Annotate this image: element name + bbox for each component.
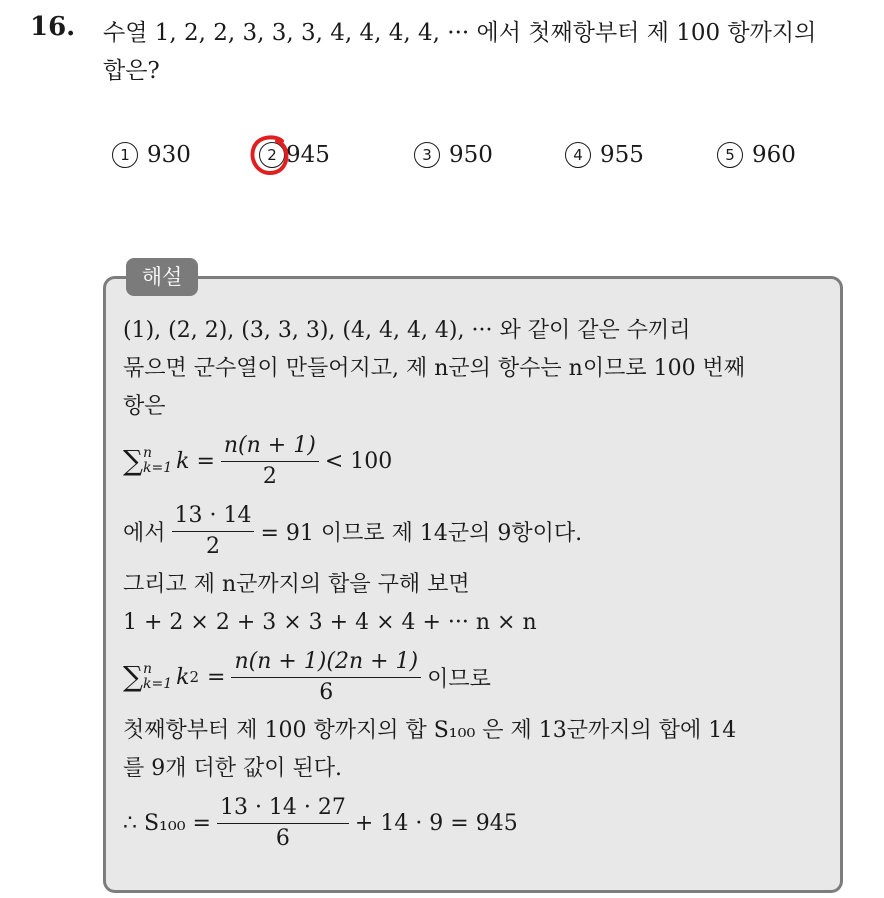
solution-line-s1: 첫째항부터 제 100 항까지의 합 S₁₀₀ 은 제 13군까지의 합에 14: [123, 718, 737, 743]
eq2-prefix: 에서: [123, 520, 166, 546]
equation-2: [123, 496, 828, 566]
choice-2-value: 945: [286, 142, 330, 168]
choice-4[interactable]: [565, 142, 644, 168]
answer-choices: [0, 142, 884, 176]
eq1-numerator: n(n + 1): [221, 431, 319, 462]
choice-2-marker: 2: [259, 142, 285, 168]
solution-line-1: (1), (2, 2), (3, 3, 3), (4, 4, 4, 4), ··· 와 같이 같은 수끼리: [123, 318, 691, 343]
eq3-numerator: n(n + 1)(2n + 1): [231, 647, 421, 678]
answer-circle-mark-icon: [249, 133, 291, 177]
eq1-fraction: [221, 431, 319, 492]
solution-line-s2: 를 9개 더한 값이 된다.: [123, 756, 342, 781]
choice-3-value: 950: [449, 142, 493, 168]
eq2-numerator: 13 · 14: [172, 501, 255, 532]
choice-3-marker: 3: [414, 142, 440, 168]
sigma-symbol: ∑: [123, 444, 143, 477]
choice-5-marker: 5: [717, 142, 743, 168]
eq1-denominator: 2: [262, 463, 277, 489]
solution-line-3: 항은: [123, 394, 166, 419]
question-line-2: 합은?: [103, 58, 160, 84]
eq2-denominator: 2: [206, 533, 220, 559]
eq3-equals: =: [207, 664, 226, 690]
eq2-suffix: = 91 이므로 제 14군의 9항이다.: [260, 520, 583, 546]
sigma-symbol-2: ∑: [123, 660, 143, 693]
equation-4: [123, 788, 828, 858]
choice-5[interactable]: [717, 142, 796, 168]
eq3-denominator: 6: [319, 679, 334, 705]
eq4-denominator: 6: [275, 825, 290, 851]
question-line-1: 수열 1, 2, 2, 3, 3, 3, 4, 4, 4, 4, ··· 에서 첫째항부터 제 100 항까지의: [103, 20, 817, 46]
solution-line-then: 그리고 제 n군까지의 합을 구해 보면: [123, 572, 470, 597]
choice-1-value: 930: [147, 142, 191, 168]
choice-4-value: 955: [600, 142, 644, 168]
eq4-suffix: + 14 · 9 = 945: [354, 810, 518, 836]
sigma-lower-2: k=1: [143, 676, 173, 692]
solution-line-2: 묶으면 군수열이 만들어지고, 제 n군의 항수는 n이므로 100 번째: [123, 356, 746, 381]
choice-1[interactable]: [112, 142, 191, 168]
equation-3: [123, 642, 828, 712]
choice-1-marker: 1: [112, 142, 138, 168]
sigma-upper: n: [143, 445, 153, 461]
solution-tag: 해설: [126, 258, 198, 296]
eq2-fraction: [172, 501, 255, 562]
question-number: 16.: [30, 12, 76, 42]
eq1-body: k =: [176, 448, 215, 474]
eq4-fraction: [217, 793, 349, 854]
choice-5-value: 960: [752, 142, 796, 168]
series-expression: 1 + 2 × 2 + 3 × 3 + 4 × 4 + ··· n × n: [123, 610, 537, 635]
equation-1: [123, 426, 828, 496]
eq3-power: 2: [189, 668, 200, 686]
sigma-upper-2: n: [143, 661, 153, 677]
choice-3[interactable]: [414, 142, 493, 168]
eq4-prefix: ∴ S₁₀₀ =: [123, 810, 211, 836]
solution-content: [123, 312, 828, 858]
eq3-fraction: [231, 647, 421, 708]
eq3-suffix: 이므로: [427, 666, 491, 692]
choice-4-marker: 4: [565, 142, 591, 168]
question-text: [103, 14, 873, 90]
eq4-numerator: 13 · 14 · 27: [217, 793, 349, 824]
sigma-lower: k=1: [143, 460, 173, 476]
eq1-rhs: < 100: [324, 448, 393, 474]
eq3-body: k: [176, 664, 190, 690]
